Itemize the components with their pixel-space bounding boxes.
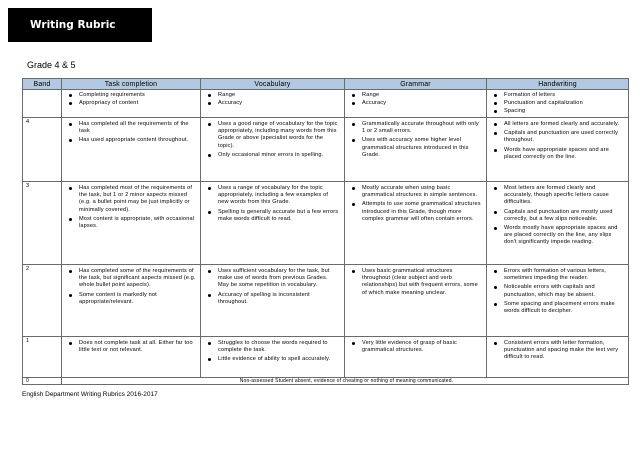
list-item: Has completed most of the requirements of the task, but 1 or 2 minor aspects missed (e.g. a bullet point may be just implicitly or minimally covered). xyxy=(68,185,196,214)
handwriting-cell xyxy=(487,182,629,265)
list-item: Struggles to choose the words required to complete the task. xyxy=(207,340,340,354)
list-item: All letters are formed clearly and accurately. xyxy=(493,121,624,128)
focus-task-cell xyxy=(62,90,201,118)
list-item: Uses a range of vocabulary for the topic appropriately, including a few examples of new words from this Grade. xyxy=(207,185,340,207)
footer-text: English Department Writing Rubrics 2016-2017 xyxy=(22,391,158,398)
grade-label: Grade 4 & 5 xyxy=(27,60,76,70)
list-item: Range xyxy=(207,92,340,99)
list-item: Has used appropriate content throughout. xyxy=(68,137,196,144)
band-row-3 xyxy=(23,182,629,265)
band-number: 1 xyxy=(23,337,62,378)
list-item: Does not complete task at all. Either far too little text or not relevant. xyxy=(68,340,196,354)
vocab-cell xyxy=(201,118,345,182)
list-item: Attempts to use some grammatical structures introduced in this Grade, though more complex grammar will often contain errors. xyxy=(351,201,482,223)
grammar-cell xyxy=(345,182,487,265)
list-item: Uses a good range of vocabulary for the topic appropriately, including many words from this Grade or above (specialist words for the topic). xyxy=(207,121,340,150)
list-item: Punctuation and capitalization xyxy=(493,100,624,107)
col-header-grammar: Grammar xyxy=(345,79,487,90)
list-item: Words have appropriate spaces and are placed correctly on the line. xyxy=(493,147,624,161)
header-banner xyxy=(8,8,152,42)
band-number: 4 xyxy=(23,118,62,182)
focus-handwriting-cell xyxy=(487,90,629,118)
focus-band-cell xyxy=(23,90,62,118)
list-item: Grammatically accurate throughout with only 1 or 2 small errors. xyxy=(351,121,482,135)
page-title: Writing Rubric xyxy=(30,19,116,31)
task-cell xyxy=(62,118,201,182)
list-item: Has completed some of the requirements of the task, but significant aspects missed (e.g. whole bullet point aspects). xyxy=(68,268,196,290)
list-item: Most content is appropriate, with occasional lapses. xyxy=(68,216,196,230)
handwriting-cell xyxy=(487,337,629,378)
list-item: Spacing xyxy=(493,108,624,115)
focus-row xyxy=(23,90,629,118)
focus-grammar-cell xyxy=(345,90,487,118)
list-item: Mostly accurate when using basic grammatical structures in simple sentences. xyxy=(351,185,482,199)
vocab-cell xyxy=(201,265,345,337)
list-item: Uses with accuracy some higher level grammatical structures introduced in this Grade. xyxy=(351,137,482,159)
list-item: Only occasional minor errors in spelling. xyxy=(207,152,340,159)
list-item: Some spacing and placement errors make words difficult to decipher. xyxy=(493,301,624,315)
list-item: Most letters are formed clearly and accurately, though specific letters cause difficulties. xyxy=(493,185,624,207)
band-number: 0 xyxy=(23,378,62,385)
focus-vocab-cell xyxy=(201,90,345,118)
col-header-handwriting: Handwriting xyxy=(487,79,629,90)
header-row xyxy=(23,79,629,90)
band-number: 3 xyxy=(23,182,62,265)
list-item: Some content is markedly not appropriate/relevant. xyxy=(68,292,196,306)
col-header-band: Band xyxy=(23,79,62,90)
non-assessed-note: Non-assessed Student absent, evidence of cheating or nothing of meaning communicated. xyxy=(62,378,629,385)
list-item: Noticeable errors with capitals and punctuation, which may be absent. xyxy=(493,284,624,298)
list-item: Capitals and punctuation are used correctly throughout. xyxy=(493,130,624,144)
list-item: Consistent errors with letter formation, punctuation and spacing make the text very difficult to read. xyxy=(493,340,624,362)
list-item: Accuracy xyxy=(207,100,340,107)
list-item: Appropriacy of content xyxy=(68,100,196,107)
list-item: Formation of letters xyxy=(493,92,624,99)
list-item: Accuracy of spelling is inconsistent throughout. xyxy=(207,292,340,306)
list-item: Uses basic grammatical structures throughout (clear subject and verb relationships) but with frequent errors, some of which make meaning unclear. xyxy=(351,268,482,297)
task-cell xyxy=(62,337,201,378)
band-row-4 xyxy=(23,118,629,182)
list-item: Accuracy xyxy=(351,100,482,107)
list-item: Words mostly have appropriate spaces and are placed correctly on the line, any slips don't significantly impede reading. xyxy=(493,225,624,247)
list-item: Little evidence of ability to spell accurately. xyxy=(207,356,340,363)
list-item: Very little evidence of grasp of basic grammatical structures. xyxy=(351,340,482,354)
band-row-0 xyxy=(23,378,629,385)
col-header-vocabulary: Vocabulary xyxy=(201,79,345,90)
list-item: Spelling is generally accurate but a few errors make words difficult to read. xyxy=(207,209,340,223)
handwriting-cell xyxy=(487,265,629,337)
grammar-cell xyxy=(345,265,487,337)
rubric-table xyxy=(22,78,629,385)
vocab-cell xyxy=(201,337,345,378)
vocab-cell xyxy=(201,182,345,265)
list-item: Range xyxy=(351,92,482,99)
grammar-cell xyxy=(345,337,487,378)
list-item: Has completed all the requirements of the task xyxy=(68,121,196,135)
list-item: Errors with formation of various letters, sometimes impeding the reader. xyxy=(493,268,624,282)
list-item: Completing requirements xyxy=(68,92,196,99)
task-cell xyxy=(62,265,201,337)
col-header-task: Task completion xyxy=(62,79,201,90)
handwriting-cell xyxy=(487,118,629,182)
band-number: 2 xyxy=(23,265,62,337)
band-row-2 xyxy=(23,265,629,337)
task-cell xyxy=(62,182,201,265)
list-item: Uses sufficient vocabulary for the task, but make use of words from previous Grades. May be some repetition in vocabulary. xyxy=(207,268,340,290)
list-item: Capitals and punctuation are mostly used correctly, but a few slips noticeable. xyxy=(493,209,624,223)
grammar-cell xyxy=(345,118,487,182)
band-row-1 xyxy=(23,337,629,378)
